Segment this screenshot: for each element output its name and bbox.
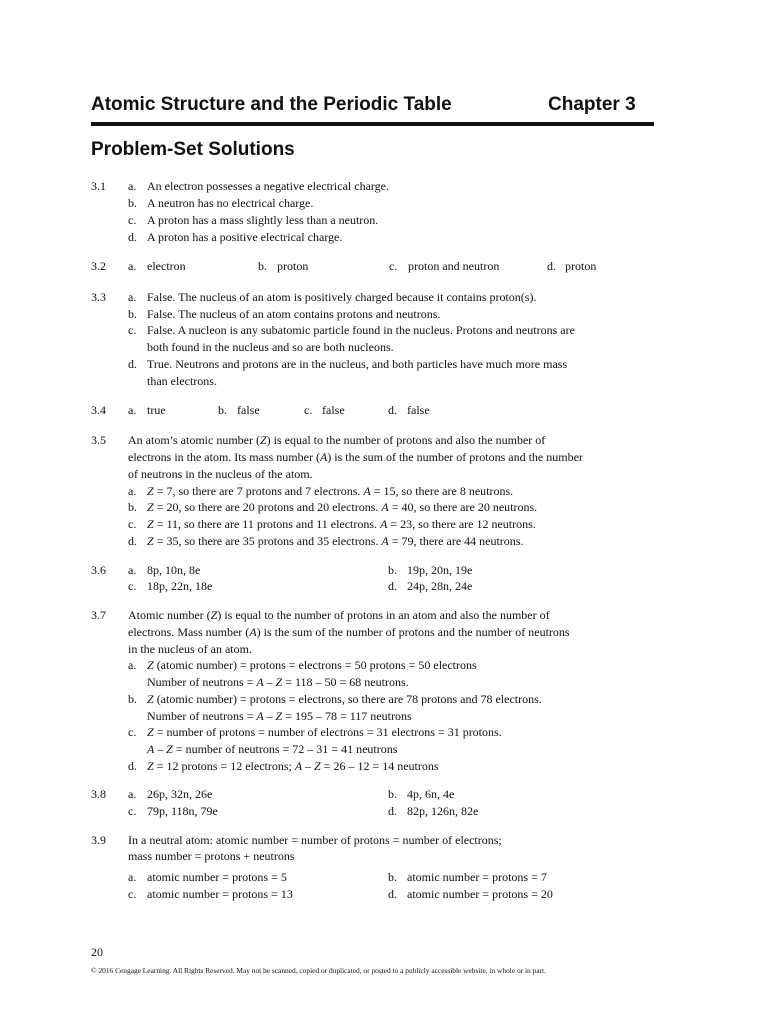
answer-text: Z = 11, so there are 11 protons and 11 electrons. A = 23, so there are 12 neutrons.: [147, 517, 536, 531]
answer-text: Z = 20, so there are 20 protons and 20 electrons. A = 40, so there are 20 neutrons.: [147, 500, 538, 514]
answer-text: false: [237, 403, 260, 417]
item-label: b.: [128, 196, 137, 210]
answer-text: 79p, 118n, 79e: [147, 804, 218, 818]
page-number: 20: [91, 945, 103, 959]
intro-text: In a neutral atom: atomic number = number of protons = number of electrons;: [128, 833, 502, 847]
answer-text: 82p, 126n, 82e: [407, 804, 479, 818]
problem-number: 3.2: [91, 259, 106, 273]
item-label: c.: [128, 517, 137, 531]
answer-text: Number of neutrons = A – Z = 118 – 50 = 68 neutrons.: [147, 675, 409, 689]
answer-text: atomic number = protons = 7: [407, 870, 547, 884]
answer-text: A proton has a positive electrical charge.: [147, 230, 343, 244]
answer-text: A – Z = number of neutrons = 72 – 31 = 41 neutrons: [147, 742, 398, 756]
answer-text: than electrons.: [147, 374, 217, 388]
copyright-notice: © 2016 Cengage Learning. All Rights Reserved. May not be scanned, copied or duplicated, or posted to a publicly accessible website, in whole or in part.: [91, 966, 546, 975]
item-label: b.: [258, 259, 267, 273]
item-label: b.: [218, 403, 227, 417]
answer-text: true: [147, 403, 166, 417]
item-label: c.: [128, 579, 137, 593]
problem-number: 3.1: [91, 179, 106, 193]
item-label: c.: [128, 323, 137, 337]
item-label: d.: [388, 804, 397, 818]
answer-text: false: [407, 403, 430, 417]
item-label: a.: [128, 563, 137, 577]
item-label: a.: [128, 870, 137, 884]
item-label: d.: [128, 357, 137, 371]
answer-text: False. The nucleus of an atom is positively charged because it contains proton(s).: [147, 290, 537, 304]
problem-number: 3.6: [91, 563, 106, 577]
section-title: Problem-Set Solutions: [91, 139, 295, 160]
item-label: b.: [388, 787, 397, 801]
item-label: c.: [128, 725, 137, 739]
item-label: c.: [304, 403, 313, 417]
item-label: c.: [128, 804, 137, 818]
intro-text: electrons in the atom. Its mass number (A) is the sum of the number of protons and the number: [128, 450, 583, 464]
problem-number: 3.9: [91, 833, 106, 847]
intro-text: electrons. Mass number (A) is the sum of the number of protons and the number of neutrons: [128, 625, 570, 639]
intro-text: of neutrons in the nucleus of the atom.: [128, 467, 313, 481]
intro-text: An atom’s atomic number (Z) is equal to the number of protons and also the number of: [128, 433, 546, 447]
item-label: d.: [547, 259, 556, 273]
answer-text: True. Neutrons and protons are in the nucleus, and both particles have much more mass: [147, 357, 568, 371]
answer-text: Z (atomic number) = protons = electrons = 50 protons = 50 electrons: [147, 658, 477, 672]
item-label: a.: [128, 290, 137, 304]
item-label: d.: [388, 887, 397, 901]
item-label: b.: [128, 500, 137, 514]
answer-text: atomic number = protons = 13: [147, 887, 293, 901]
item-label: a.: [128, 179, 137, 193]
answer-text: 19p, 20n, 19e: [407, 563, 473, 577]
item-label: a.: [128, 259, 137, 273]
answer-text: Z = 35, so there are 35 protons and 35 electrons. A = 79, there are 44 neutrons.: [147, 534, 524, 548]
problem-number: 3.8: [91, 787, 106, 801]
item-label: b.: [128, 307, 137, 321]
answer-text: Z = 12 protons = 12 electrons; A – Z = 26 – 12 = 14 neutrons: [147, 759, 439, 773]
answer-text: Z (atomic number) = protons = electrons, so there are 78 protons and 78 electrons.: [147, 692, 542, 706]
intro-text: in the nucleus of an atom.: [128, 642, 252, 656]
item-label: b.: [388, 563, 397, 577]
answer-text: Z = number of protons = number of electrons = 31 electrons = 31 protons.: [147, 725, 502, 739]
answer-text: False. A nucleon is any subatomic particle found in the nucleus. Protons and neutrons are: [147, 323, 575, 337]
answer-text: 8p, 10n, 8e: [147, 563, 201, 577]
answer-text: 24p, 28n, 24e: [407, 579, 473, 593]
answer-text: false: [322, 403, 345, 417]
problem-number: 3.5: [91, 433, 106, 447]
answer-text: both found in the nucleus and so are both nucleons.: [147, 340, 394, 354]
answer-text: 18p, 22n, 18e: [147, 579, 213, 593]
answer-text: electron: [147, 259, 186, 273]
answer-text: 26p, 32n, 26e: [147, 787, 213, 801]
answer-text: Number of neutrons = A – Z = 195 – 78 = 117 neutrons: [147, 709, 412, 723]
item-label: c.: [128, 213, 137, 227]
answer-text: proton: [277, 259, 309, 273]
item-label: a.: [128, 787, 137, 801]
answer-text: Z = 7, so there are 7 protons and 7 electrons. A = 15, so there are 8 neutrons.: [147, 484, 514, 498]
answer-text: atomic number = protons = 5: [147, 870, 287, 884]
chapter-title: Atomic Structure and the Periodic Table: [91, 94, 452, 115]
item-label: b.: [388, 870, 397, 884]
problem-number: 3.4: [91, 403, 106, 417]
intro-text: mass number = protons + neutrons: [128, 849, 295, 863]
answer-text: proton and neutron: [408, 259, 500, 273]
item-label: d.: [128, 230, 137, 244]
answer-text: atomic number = protons = 20: [407, 887, 553, 901]
answer-text: False. The nucleus of an atom contains protons and neutrons.: [147, 307, 441, 321]
item-label: d.: [128, 759, 137, 773]
answer-text: proton: [565, 259, 597, 273]
item-label: a.: [128, 658, 137, 672]
problem-number: 3.7: [91, 608, 106, 622]
header-divider: [91, 122, 654, 126]
item-label: d.: [388, 579, 397, 593]
answer-text: A neutron has no electrical charge.: [147, 196, 314, 210]
item-label: a.: [128, 484, 137, 498]
item-label: d.: [128, 534, 137, 548]
chapter-number: Chapter 3: [548, 94, 636, 115]
intro-text: Atomic number (Z) is equal to the number of protons in an atom and also the number of: [128, 608, 550, 622]
answer-text: An electron possesses a negative electrical charge.: [147, 179, 390, 193]
answer-text: A proton has a mass slightly less than a neutron.: [147, 213, 379, 227]
item-label: d.: [388, 403, 397, 417]
item-label: c.: [128, 887, 137, 901]
item-label: b.: [128, 692, 137, 706]
item-label: a.: [128, 403, 137, 417]
problem-number: 3.3: [91, 290, 106, 304]
item-label: c.: [389, 259, 398, 273]
answer-text: 4p, 6n, 4e: [407, 787, 455, 801]
